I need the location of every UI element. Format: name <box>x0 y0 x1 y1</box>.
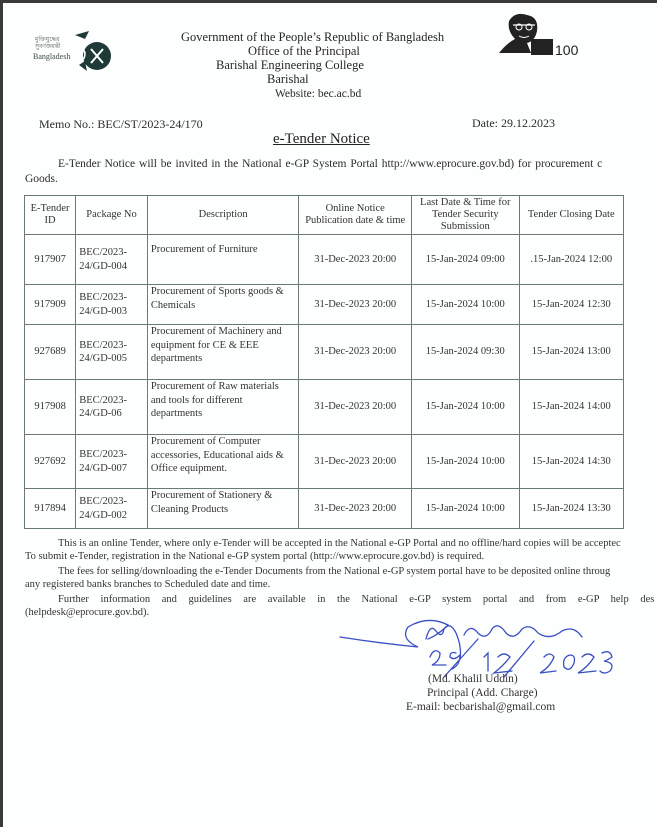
cell-package: BEC/2023-24/GD-06 <box>76 380 148 435</box>
mujib-borsho-logo <box>493 9 603 57</box>
cell-publication: 31-Dec-2023 20:00 <box>299 489 412 529</box>
paragraph-helpdesk: (helpdesk@eprocure.gov.bd). <box>25 607 150 618</box>
cell-security: 15-Jan-2024 10:00 <box>412 435 520 489</box>
cell-id: 917909 <box>25 285 76 325</box>
cell-closing: .15-Jan-2024 12:00 <box>519 235 623 285</box>
cell-publication: 31-Dec-2023 20:00 <box>299 285 412 325</box>
paragraph-further-info: Further information and guidelines are available in the National e-GP system portal and from e-GP help des <box>58 594 655 605</box>
table-row <box>25 235 624 285</box>
cell-security: 15-Jan-2024 10:00 <box>412 285 520 325</box>
notice-title: e-Tender Notice <box>273 131 370 147</box>
logo-bangla-line2: সুবর্ণজয়ন্তী <box>35 44 61 50</box>
cell-id: 927692 <box>25 435 76 489</box>
cell-description: Procurement of Stationery & Cleaning Products <box>147 489 299 529</box>
cell-closing: 15-Jan-2024 14:00 <box>519 380 623 435</box>
cell-publication: 31-Dec-2023 20:00 <box>299 235 412 285</box>
cell-id: 917908 <box>25 380 76 435</box>
col-header-id: E-Tender ID <box>25 196 76 235</box>
paragraph-online-tender: This is an online Tender, where only e-Tender will be accepted in the National e-GP Portal and no offline/hard copies will be acceptec <box>58 538 621 549</box>
tender-table <box>24 195 624 529</box>
notice-date: Date: 29.12.2023 <box>472 116 555 130</box>
col-header-publication: Online Notice Publication date & time <box>299 196 412 235</box>
cell-security: 15-Jan-2024 10:00 <box>412 380 520 435</box>
cell-closing: 15-Jan-2024 13:00 <box>519 325 623 380</box>
golden-jubilee-logo <box>33 31 113 73</box>
cell-description: Procurement of Machinery and equipment for CE & EEE departments <box>147 325 299 380</box>
paragraph-online-tender-cont: To submit e-Tender, registration in the National e-GP system portal (http://www.eprocure.gov.bd) is required. <box>25 551 485 562</box>
cell-security: 15-Jan-2024 09:30 <box>412 325 520 380</box>
header-office: Office of the Principal <box>248 44 360 58</box>
col-header-description: Description <box>147 196 299 235</box>
cell-package: BEC/2023-24/GD-002 <box>76 489 148 529</box>
cell-closing: 15-Jan-2024 12:30 <box>519 285 623 325</box>
paragraph-fees: The fees for selling/downloading the e-Tender Documents from the National e-GP system portal have to be deposited online throug <box>58 566 611 577</box>
cell-description: Procurement of Sports goods & Chemicals <box>147 285 299 325</box>
header-city: Barishal <box>267 72 309 86</box>
mujib-number: 100 <box>555 42 579 57</box>
col-header-closing: Tender Closing Date <box>519 196 623 235</box>
col-header-package: Package No <box>76 196 148 235</box>
header-college: Barishal Engineering College <box>216 58 364 72</box>
cell-id: 917907 <box>25 235 76 285</box>
cell-description: Procurement of Raw materials and tools for different departments <box>147 380 299 435</box>
cell-closing: 15-Jan-2024 13:30 <box>519 489 623 529</box>
table-row <box>25 380 624 435</box>
cell-description: Procurement of Furniture <box>147 235 299 285</box>
intro-text-line2: Goods. <box>25 173 58 185</box>
table-row <box>25 285 624 325</box>
logo-bangla-line1: মুক্তিযুদ্ধের <box>35 37 60 43</box>
table-row <box>25 489 624 529</box>
cell-package: BEC/2023-24/GD-004 <box>76 235 148 285</box>
cell-security: 15-Jan-2024 09:00 <box>412 235 520 285</box>
table-row <box>25 435 624 489</box>
document-page <box>3 3 657 827</box>
cell-id: 917894 <box>25 489 76 529</box>
signatory-email: E-mail: becbarishal@gmail.com <box>406 701 556 713</box>
header-government: Government of the People’s Republic of Bangladesh <box>181 30 445 44</box>
table-header-row <box>25 196 624 235</box>
cell-package: BEC/2023-24/GD-005 <box>76 325 148 380</box>
col-header-security: Last Date & Time for Tender Security Submission <box>412 196 520 235</box>
memo-number: Memo No.: BEC/ST/2023-24/170 <box>39 117 203 131</box>
cell-description: Procurement of Computer accessories, Educational aids & Office equipment. <box>147 435 299 489</box>
cell-id: 927689 <box>25 325 76 380</box>
cell-publication: 31-Dec-2023 20:00 <box>299 380 412 435</box>
cell-package: BEC/2023-24/GD-003 <box>76 285 148 325</box>
cell-publication: 31-Dec-2023 20:00 <box>299 325 412 380</box>
cell-closing: 15-Jan-2024 14:30 <box>519 435 623 489</box>
logo-country: Bangladesh <box>33 52 71 61</box>
signatory-designation: Principal (Add. Charge) <box>427 687 538 699</box>
header-website: Website: bec.ac.bd <box>275 88 362 100</box>
table-row <box>25 325 624 380</box>
intro-text-line1: E-Tender Notice will be invited in the National e-GP System Portal http://www.eprocure.gov.bd) for procurement c <box>58 158 603 170</box>
cell-package: BEC/2023-24/GD-007 <box>76 435 148 489</box>
signatory-name: (Md. Khalil Uddin) <box>428 673 518 685</box>
fifty-emblem-icon <box>67 31 113 73</box>
cell-security: 15-Jan-2024 10:00 <box>412 489 520 529</box>
portrait-icon <box>493 9 603 57</box>
paragraph-fees-cont: any registered banks branches to Scheduled date and time. <box>25 579 271 590</box>
cell-publication: 31-Dec-2023 20:00 <box>299 435 412 489</box>
